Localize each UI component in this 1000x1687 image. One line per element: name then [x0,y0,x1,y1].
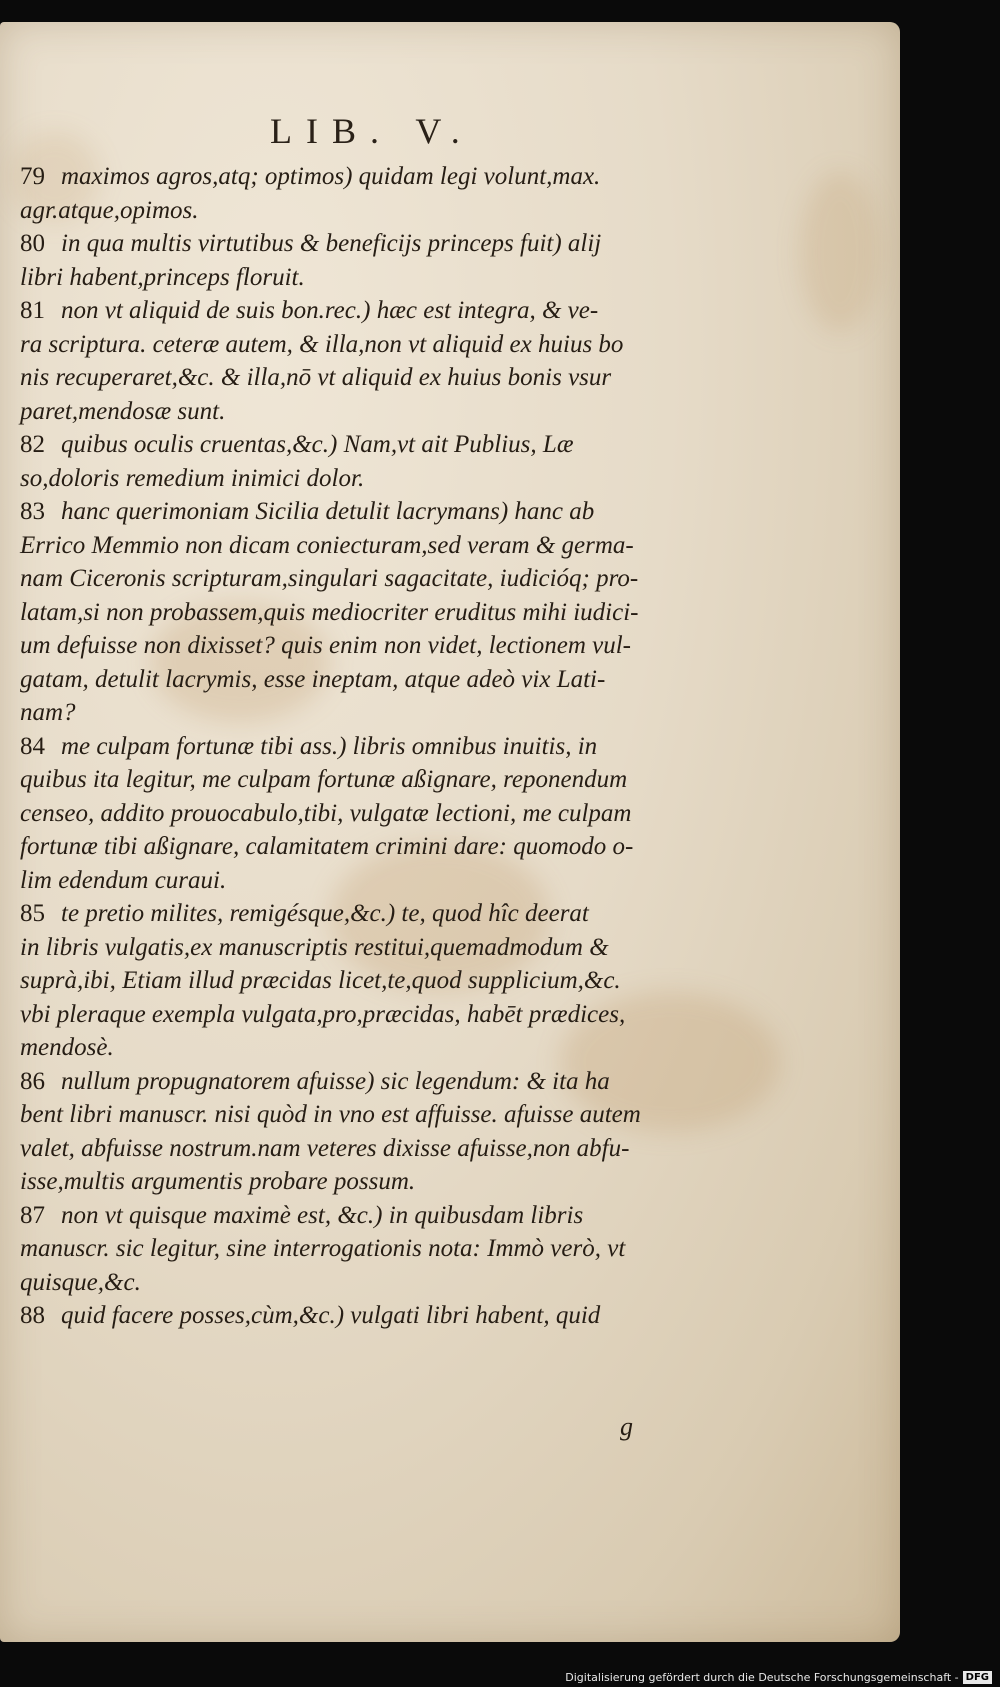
note-text: quibus oculis cruentas,&c.) Nam,vt ait Publius, Læ [61,431,574,458]
text-line [20,998,740,1032]
note-text: quibus ita legitur, me culpam fortunæ aßignare, reponendum [20,766,628,793]
book-page [0,22,900,1642]
note-text: non vt aliquid de suis bon.rec.) hæc est integra, & ve- [61,297,599,324]
note-number: 84 [20,732,45,760]
note-text: fortunæ tibi aßignare, calamitatem crimini dare: quomodo o- [20,833,634,860]
text-line [20,428,740,462]
text-line [20,529,740,563]
note-text: in libris vulgatis,ex manuscriptis restitui,quemadmodum & [20,933,609,961]
note-text: gatam, detulit lacrymis, esse ineptam, atque adeò vix Lati- [20,665,606,693]
note-text: nam Ciceronis scripturam,singulari sagacitate, iudicióq; pro- [20,565,639,592]
running-head: LIB. V. [270,111,474,151]
text-line [20,1165,740,1199]
note-number: 85 [20,900,45,927]
text-line [20,897,740,931]
note-text: hanc querimoniam Sicilia detulit lacrymans) hanc ab [61,498,595,525]
digitization-credit [565,1671,992,1684]
note-text: isse,multis argumentis probare possum. [20,1168,416,1195]
note-text: quisque,&c. [20,1268,141,1296]
credit-text: Digitalisierung gefördert durch die Deutsche Forschungsgemeinschaft - [565,1671,959,1684]
note-text: censeo, addito prouocabulo,tibi, vulgatæ lectioni, me culpam [20,799,632,827]
note-text: me culpam fortunæ tibi ass.) libris omnibus inuitis, in [61,732,598,760]
note-text: nam? [20,699,76,726]
text-line [20,328,740,362]
note-number: 83 [20,498,45,525]
note-text: in qua multis virtutibus & beneficijs princeps fuit) alij [61,230,602,257]
dfg-logo-icon: DFG [963,1671,992,1684]
note-text: manuscr. sic legitur, sine interrogationis nota: Immò verò, vt [20,1235,626,1262]
note-text: so,doloris remedium inimici dolor. [20,464,365,492]
water-stain [800,172,880,332]
note-text: vbi pleraque exempla vulgata,pro,præcidas, habēt prædices, [20,1000,626,1028]
text-line [20,1299,740,1333]
note-text: quid facere posses,cùm,&c.) vulgati libri habent, quid [61,1302,601,1329]
note-text: valet, abfuisse nostrum.nam veteres dixisse afuisse,non abfu- [20,1134,630,1162]
text-line [20,1031,740,1065]
text-line [20,1199,740,1233]
text-line [20,462,740,496]
text-line [20,931,740,965]
text-line [20,1065,740,1099]
text-line [20,964,740,998]
note-number: 87 [20,1201,45,1229]
note-number: 80 [20,230,45,257]
note-text: suprà,ibi, Etiam illud præcidas licet,te,quod supplicium,&c. [20,967,621,994]
text-line [20,495,740,529]
text-line [20,562,740,596]
text-line [20,1132,740,1166]
note-number: 79 [20,163,45,190]
note-number: 88 [20,1302,45,1329]
text-line [20,1232,740,1266]
text-line [20,730,740,764]
note-text: libri habent,princeps floruit. [20,263,305,291]
note-text: maximos agros,atq; optimos) quidam legi volunt,max. [61,163,601,190]
note-text: te pretio milites, remigésque,&c.) te, quod hîc deerat [61,900,589,927]
text-line [20,830,740,864]
text-line [20,696,740,730]
text-line [20,227,740,261]
text-line [20,864,740,898]
note-text: lim edendum curaui. [20,866,227,894]
text-line [20,395,740,429]
note-text: ra scriptura. ceteræ autem, & illa,non vt aliquid ex huius bo [20,330,624,358]
text-line [20,763,740,797]
text-line [20,663,740,697]
catchword: g [620,1412,633,1441]
note-text: nis recuperaret,&c. & illa,nō vt aliquid ex huius bonis vsur [20,364,612,391]
note-number: 81 [20,297,45,324]
note-text: latam,si non probassem,quis mediocriter eruditus mihi iudici- [20,598,639,626]
note-text: bent libri manuscr. nisi quòd in vno est affuisse. afuisse autem [20,1101,641,1128]
note-text: Errico Memmio non dicam coniecturam,sed veram & germa- [20,531,634,559]
text-line [20,1098,740,1132]
text-line [20,629,740,663]
text-line [20,1266,740,1300]
text-line [20,160,740,194]
note-text: paret,mendosæ sunt. [20,397,226,425]
text-line [20,261,740,295]
text-line [20,194,740,228]
text-line [20,361,740,395]
note-text: mendosè. [20,1034,114,1061]
text-line [20,797,740,831]
note-text: um defuisse non dixisset? quis enim non videt, lectionem vul- [20,632,631,659]
note-number: 86 [20,1067,45,1095]
text-line [20,294,740,328]
text-line [20,596,740,630]
note-text: agr.atque,opimos. [20,196,199,224]
note-text: non vt quisque maximè est, &c.) in quibusdam libris [61,1201,584,1229]
note-text: nullum propugnatorem afuisse) sic legendum: & ita ha [61,1067,610,1095]
note-number: 82 [20,431,45,458]
commentary-text [20,160,740,1333]
